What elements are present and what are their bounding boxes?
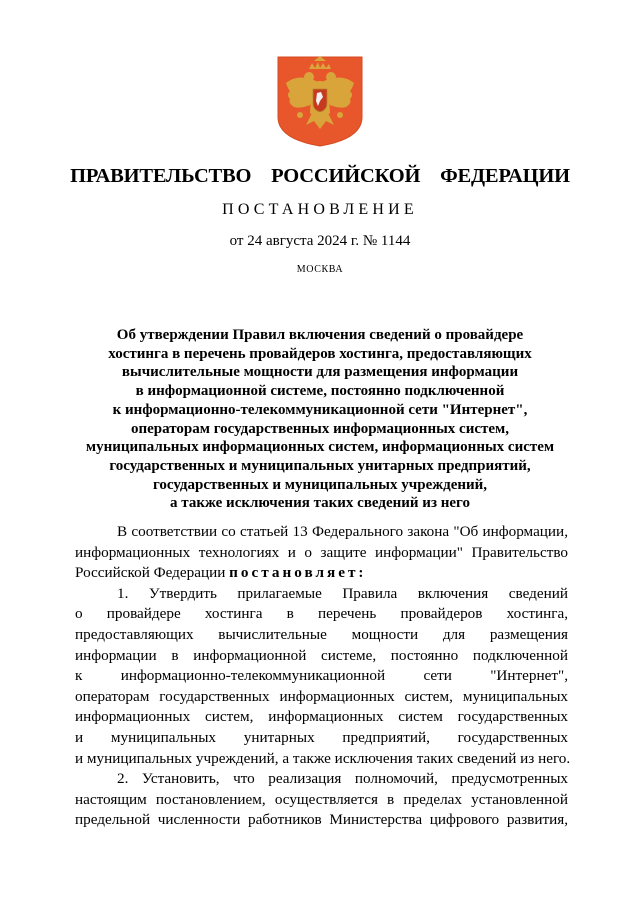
decree-word: постановляет: xyxy=(229,564,367,582)
document-date-number: от 24 августа 2024 г. № 1144 xyxy=(229,233,411,249)
body-line: информации в информационной системе, постоянно подключенной xyxy=(75,646,568,664)
coat-of-arms-icon xyxy=(276,55,364,148)
document-subject xyxy=(60,326,580,513)
document-type: ПОСТАНОВЛЕНИЕ xyxy=(222,201,418,218)
body-line: и муниципальных унитарных предприятий, государственных xyxy=(75,728,568,746)
body-line: 2. Установить, что реализация полномочий, предусмотренных xyxy=(117,770,568,788)
body-line: 1. Утвердить прилагаемые Правила включения сведений xyxy=(117,584,568,602)
body-line: информационных систем, информационных систем государственных xyxy=(75,708,568,726)
body-line: В соответствии со статьей 13 Федерального закона "Об информации, xyxy=(117,523,568,540)
city-name: МОСКВА xyxy=(296,264,344,275)
subject-line: Об утверждении Правил включения сведений о провайдере xyxy=(116,327,524,343)
body-line: предоставляющих вычислительные мощности для размещения xyxy=(75,625,568,643)
subject-line: в информационной системе, постоянно подключенной xyxy=(135,383,505,400)
subject-line: вычислительные мощности для размещения информации xyxy=(121,364,519,381)
subject-line: операторам государственных информационных систем, xyxy=(130,420,510,437)
preamble-end: Российской Федерации xyxy=(75,564,230,582)
body-line: информационных технологиях и о защите информации" Правительство xyxy=(75,543,568,561)
body-line: настоящим постановлением, осуществляется в пределах установленной xyxy=(75,790,568,808)
subject-line: муниципальных информационных систем, информационных систем xyxy=(85,439,555,456)
body-line xyxy=(75,563,568,584)
body-line: о провайдере хостинга в перечень провайдеров хостинга, xyxy=(75,605,568,623)
body-line: предельной численности работников Министерства цифрового развития, xyxy=(75,811,568,829)
body-line: и муниципальных учреждений, а также исключения таких сведений из него. xyxy=(75,749,571,767)
document-body xyxy=(75,522,571,831)
subject-line: государственных и муниципальных унитарных предприятий, xyxy=(109,457,531,474)
body-line: к информационно-телекоммуникационной сети "Интернет", xyxy=(75,667,568,685)
subject-line: хостинга в перечень провайдеров хостинга, предоставляющих xyxy=(108,345,532,362)
subject-line: государственных и муниципальных учреждений, xyxy=(152,476,488,493)
subject-line: а также исключения таких сведений из него xyxy=(170,495,470,512)
subject-line: к информационно-телекоммуникационной сети "Интернет", xyxy=(112,401,528,418)
government-title: ПРАВИТЕЛЬСТВО РОССИЙСКОЙ ФЕДЕРАЦИИ xyxy=(70,165,570,187)
body-line: операторам государственных информационных систем, муниципальных xyxy=(75,687,568,705)
